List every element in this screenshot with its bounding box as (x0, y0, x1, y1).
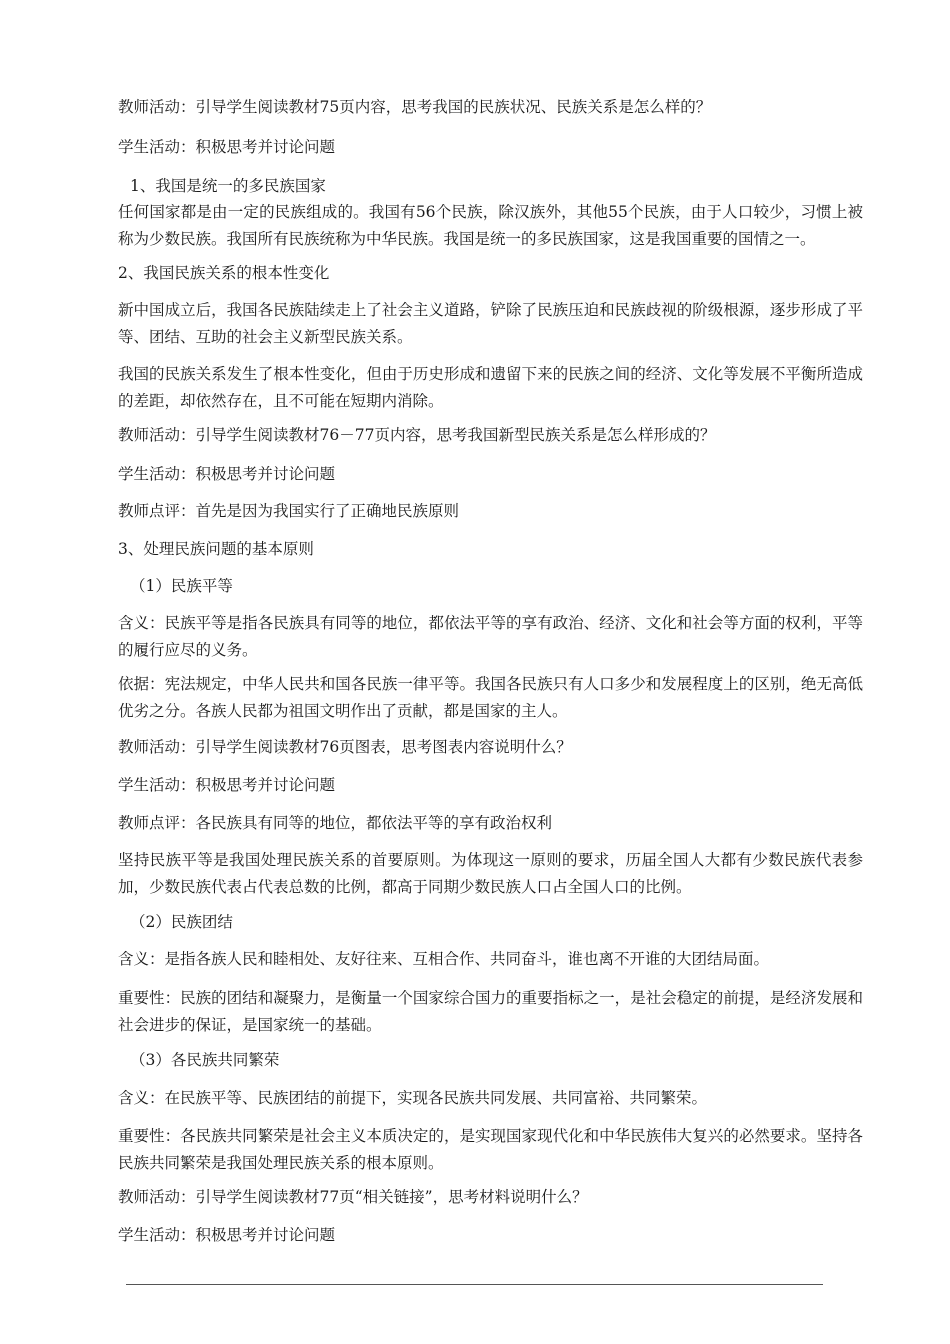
paragraph-teacher-activity-3: 教师活动：引导学生阅读教材76页图表，思考图表内容说明什么？ (118, 738, 572, 756)
paragraph-student-activity-4: 学生活动：积极思考并讨论问题 (118, 1226, 336, 1244)
paragraph-teacher-activity-4: 教师活动：引导学生阅读教材77页“相关链接”，思考材料说明什么？ (118, 1188, 588, 1206)
paragraph-equality-basis: 依据：宪法规定，中华人民共和国各民族一律平等。我国各民族只有人口多少和发展程度上的区别，绝无高低优劣之分。各族人民都为祖国文明作出了贡献，都是国家的主人。 (118, 675, 863, 720)
paragraph-prosperity-meaning: 含义：在民族平等、民族团结的前提下，实现各民族共同发展、共同富裕、共同繁荣。 (118, 1089, 708, 1107)
paragraph-teacher-comment-2: 教师点评：各民族具有同等的地位，都依法平等的享有政治权利 (118, 814, 553, 832)
heading-ethnic-unity: （2）民族团结 (130, 913, 233, 931)
paragraph-student-activity-2: 学生活动：积极思考并讨论问题 (118, 465, 336, 483)
paragraph-student-activity-3: 学生活动：积极思考并讨论问题 (118, 776, 336, 794)
paragraph-unity-meaning: 含义：是指各族人民和睦相处、友好往来、互相合作、共同奋斗，谁也离不开谁的大团结局面。 (118, 950, 770, 968)
heading-common-prosperity: （3）各民族共同繁荣 (130, 1051, 280, 1069)
paragraph-prosperity-importance: 重要性：各民族共同繁荣是社会主义本质决定的，是实现国家现代化和中华民族伟大复兴的必然要求。坚持各民族共同繁荣是我国处理民族关系的根本原则。 (118, 1127, 863, 1172)
paragraph-multi-ethnic-state: 任何国家都是由一定的民族组成的。我国有56个民族，除汉族外，其他55个民族，由于人口较少，习惯上被称为少数民族。我国所有民族统称为中华民族。我国是统一的多民族国家，这是我国重要的国情之一。 (118, 203, 863, 248)
heading-section-1: 1、我国是统一的多民族国家 (130, 177, 326, 195)
paragraph-teacher-activity-1: 教师活动：引导学生阅读教材75页内容，思考我国的民族状况、民族关系是怎么样的？ (118, 98, 712, 116)
heading-section-3: 3、处理民族问题的基本原则 (118, 540, 314, 558)
heading-section-2: 2、我国民族关系的根本性变化 (118, 264, 330, 282)
heading-ethnic-equality: （1）民族平等 (130, 577, 233, 595)
paragraph-equality-meaning: 含义：民族平等是指各民族具有同等的地位，都依法平等的享有政治、经济、文化和社会等方面的权利，平等的履行应尽的义务。 (118, 614, 863, 659)
paragraph-equality-principle: 坚持民族平等是我国处理民族关系的首要原则。为体现这一原则的要求，历届全国人大都有少数民族代表参加，少数民族代表占代表总数的比例，都高于同期少数民族人口占全国人口的比例。 (118, 851, 863, 896)
footer-divider (126, 1284, 823, 1285)
paragraph-student-activity-1: 学生活动：积极思考并讨论问题 (118, 138, 336, 156)
paragraph-unity-importance: 重要性：民族的团结和凝聚力，是衡量一个国家综合国力的重要指标之一，是社会稳定的前提，是经济发展和社会进步的保证，是国家统一的基础。 (118, 989, 863, 1034)
paragraph-new-china: 新中国成立后，我国各民族陆续走上了社会主义道路，铲除了民族压迫和民族歧视的阶级根源，逐步形成了平等、团结、互助的社会主义新型民族关系。 (118, 301, 863, 346)
paragraph-relations-change: 我国的民族关系发生了根本性变化，但由于历史形成和遗留下来的民族之间的经济、文化等发展不平衡所造成的差距，却依然存在，且不可能在短期内消除。 (118, 365, 863, 410)
paragraph-teacher-comment-1: 教师点评：首先是因为我国实行了正确地民族原则 (118, 502, 460, 520)
paragraph-teacher-activity-2: 教师活动：引导学生阅读教材76－77页内容，思考我国新型民族关系是怎么样形成的？ (118, 426, 716, 444)
